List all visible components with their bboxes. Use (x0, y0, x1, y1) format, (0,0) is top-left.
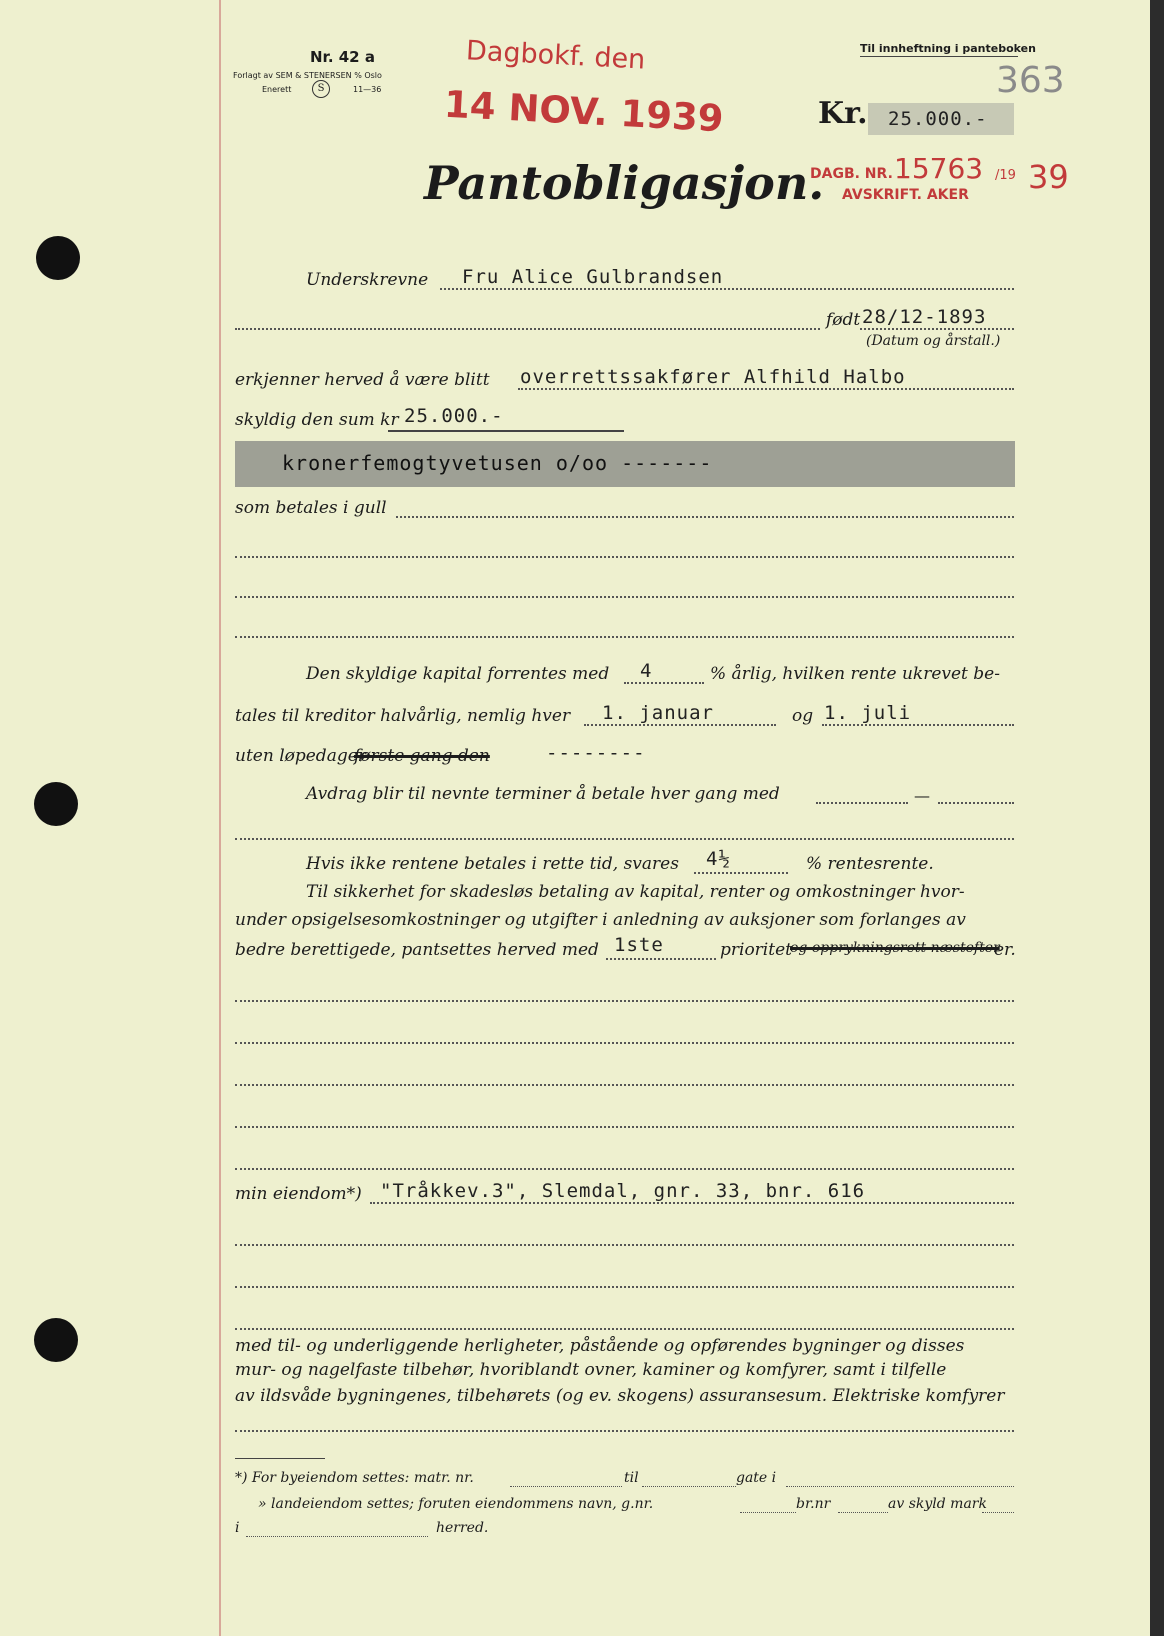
dagb-year-value: 39 (1028, 158, 1069, 196)
herligheter-line-1: med til- og underliggende herligheter, påstående og opførendes bygninger og disses (235, 1336, 965, 1356)
dagbok-stamp-date: 14 NOV. 1939 (443, 82, 725, 141)
margin-line (219, 0, 221, 1636)
herligheter-line-3: av ildsvåde bygningenes, tilbehørets (og ev. skogens) assuransesum. Elektriske komfyrer (235, 1386, 1005, 1406)
blank-line (235, 1126, 1014, 1128)
footnote-til: til (624, 1470, 639, 1486)
hvis-line (694, 872, 788, 874)
publisher-date: 11—36 (353, 85, 382, 94)
prioritet-value: 1ste (614, 934, 664, 956)
dagbok-stamp-label: Dagbokf. den (465, 35, 647, 76)
footnote-gate-blank (786, 1486, 1014, 1487)
lopedager-struck: første gang den (354, 746, 490, 766)
sikkerhet-line-1: Til sikkerhet for skadesløs betaling av kapital, renter og omkostninger hvor- (306, 882, 965, 902)
footnote-skyld-blank (982, 1512, 1014, 1513)
top-right-note: Til innheftning i panteboken (860, 42, 1036, 55)
prioritet-label: prioritet (720, 940, 792, 960)
rente-line2-label: tales til kreditor halvårlig, nemlig hver (235, 706, 571, 726)
footnote-line-3-i: i (235, 1520, 240, 1536)
rente-label: Den skyldige kapital forrentes med (306, 664, 610, 684)
kroner-value: kronerfemogtyvetusen o/oo ------- (282, 451, 713, 475)
avskrift-stamp: AVSKRIFT. AKER (842, 187, 969, 203)
sikkerhet-line-2: under opsigelsesomkostninger og utgifter i anledning av auksjoner som forlanges av (235, 910, 966, 930)
date2-line (822, 724, 1014, 726)
underskrevne-label: Underskrevne (306, 270, 429, 290)
fodt-hint: (Datum og årstall.) (866, 333, 1001, 349)
blank-line (235, 596, 1014, 598)
footnote-line-1: *) For byeiendom settes: matr. nr. (235, 1470, 474, 1486)
fodt-label: født (826, 310, 861, 330)
rente-value: 4 (640, 660, 653, 682)
rente-line (624, 682, 704, 684)
underskrevne-value: Fru Alice Gulbrandsen (462, 266, 724, 288)
skyldig-value: 25.000.- (404, 405, 504, 427)
hvis-label: Hvis ikke rentene betales i rette tid, svares (306, 854, 679, 874)
betales-label: som betales i gull (235, 498, 387, 518)
blank-line (235, 1430, 1014, 1432)
date2-value: 1. juli (824, 702, 912, 724)
page-number: 363 (996, 60, 1065, 101)
footnote-til-blank (642, 1486, 736, 1487)
og-label: og (792, 706, 814, 726)
avdrag-label: Avdrag blir til nevnte terminer å betale hver gang med (306, 784, 780, 804)
date1-value: 1. januar (602, 702, 714, 724)
blank-line (235, 1286, 1014, 1288)
blank-line (235, 838, 1014, 840)
blank-line (235, 1084, 1014, 1086)
blank-line (235, 1042, 1014, 1044)
blank-line (235, 1244, 1014, 1246)
footnote-brnr: br.nr (796, 1496, 831, 1512)
form-number: Nr. 42 a (310, 48, 375, 66)
prioritet-end: er. (994, 940, 1016, 960)
blank-line (235, 1168, 1014, 1170)
publisher-line: Forlagt av SEM & STENERSEN % Oslo (233, 71, 382, 80)
punch-hole (34, 1318, 78, 1362)
hvis-value: 4½ (706, 848, 731, 870)
blank-line (235, 1000, 1014, 1002)
footnote-line-1-blank (510, 1486, 622, 1487)
blank-line (235, 1328, 1014, 1330)
skyldig-line (388, 430, 624, 432)
footnote-divider (235, 1458, 325, 1459)
date1-line (584, 724, 776, 726)
scan-edge (1150, 0, 1164, 1636)
publisher-seal-icon: S (312, 80, 330, 98)
fodt-line (860, 328, 1014, 330)
dagb-nr-value: 15763 (894, 152, 984, 185)
blank-line (235, 636, 1014, 638)
dagb-year-prefix: /19 (995, 168, 1016, 183)
publisher-enerett: Enerett (262, 85, 292, 94)
erkjenner-line (518, 388, 1014, 390)
blank-line (235, 556, 1014, 558)
footnote-herred: herred. (436, 1520, 489, 1536)
amount-label: Kr. (818, 96, 868, 131)
footnote-brnr-blank (838, 1512, 888, 1513)
underskrevne-line (440, 288, 1014, 290)
footnote-herred-blank (246, 1536, 428, 1537)
sikkerhet-line-3: bedre berettigede, pantsettes herved med (235, 940, 599, 960)
skyldig-label: skyldig den sum kr (235, 410, 399, 430)
blank-line (235, 328, 820, 330)
eiendom-value: "Tråkkev.3", Slemdal, gnr. 33, bnr. 616 (380, 1180, 866, 1202)
rente-label-b: % årlig, hvilken rente ukrevet be- (710, 664, 1000, 684)
page-title: Pantobligasjon. (424, 156, 825, 210)
herligheter-line-2: mur- og nagelfaste tilbehør, hvoriblandt ovner, kaminer og komfyrer, samt i tilfelle (235, 1360, 947, 1380)
top-right-note-underline (860, 56, 1018, 57)
eiendom-line (370, 1202, 1014, 1204)
punch-hole (34, 782, 78, 826)
footnote-line-2: » landeiendom settes; foruten eiendommens navn, g.nr. (258, 1496, 654, 1512)
erkjenner-label: erkjenner herved å være blitt (235, 370, 490, 390)
footnote-gate: gate i (736, 1470, 777, 1486)
dagb-nr-label: DAGB. NR. (810, 166, 893, 182)
prioritet-line (606, 958, 716, 960)
erkjenner-value: overrettssakfører Alfhild Halbo (520, 366, 906, 388)
avdrag-line-end (938, 802, 1014, 804)
avdrag-line (816, 802, 908, 804)
eiendom-label: min eiendom*) (235, 1184, 362, 1204)
fodt-value: 28/12-1893 (862, 306, 987, 328)
footnote-skyld: av skyld mark (888, 1496, 987, 1512)
lopedager-value: -------- (546, 742, 646, 764)
amount-value: 25.000.- (888, 108, 988, 130)
betales-line (396, 516, 1014, 518)
footnote-gnr-blank (740, 1512, 796, 1513)
avdrag-value: — (914, 786, 930, 805)
lopedager-label: uten løpedager (235, 746, 366, 766)
hvis-label-b: % rentesrente. (806, 854, 934, 874)
prioritet-struck: og opprykningsrett næstefter (790, 940, 1000, 956)
punch-hole (36, 236, 80, 280)
